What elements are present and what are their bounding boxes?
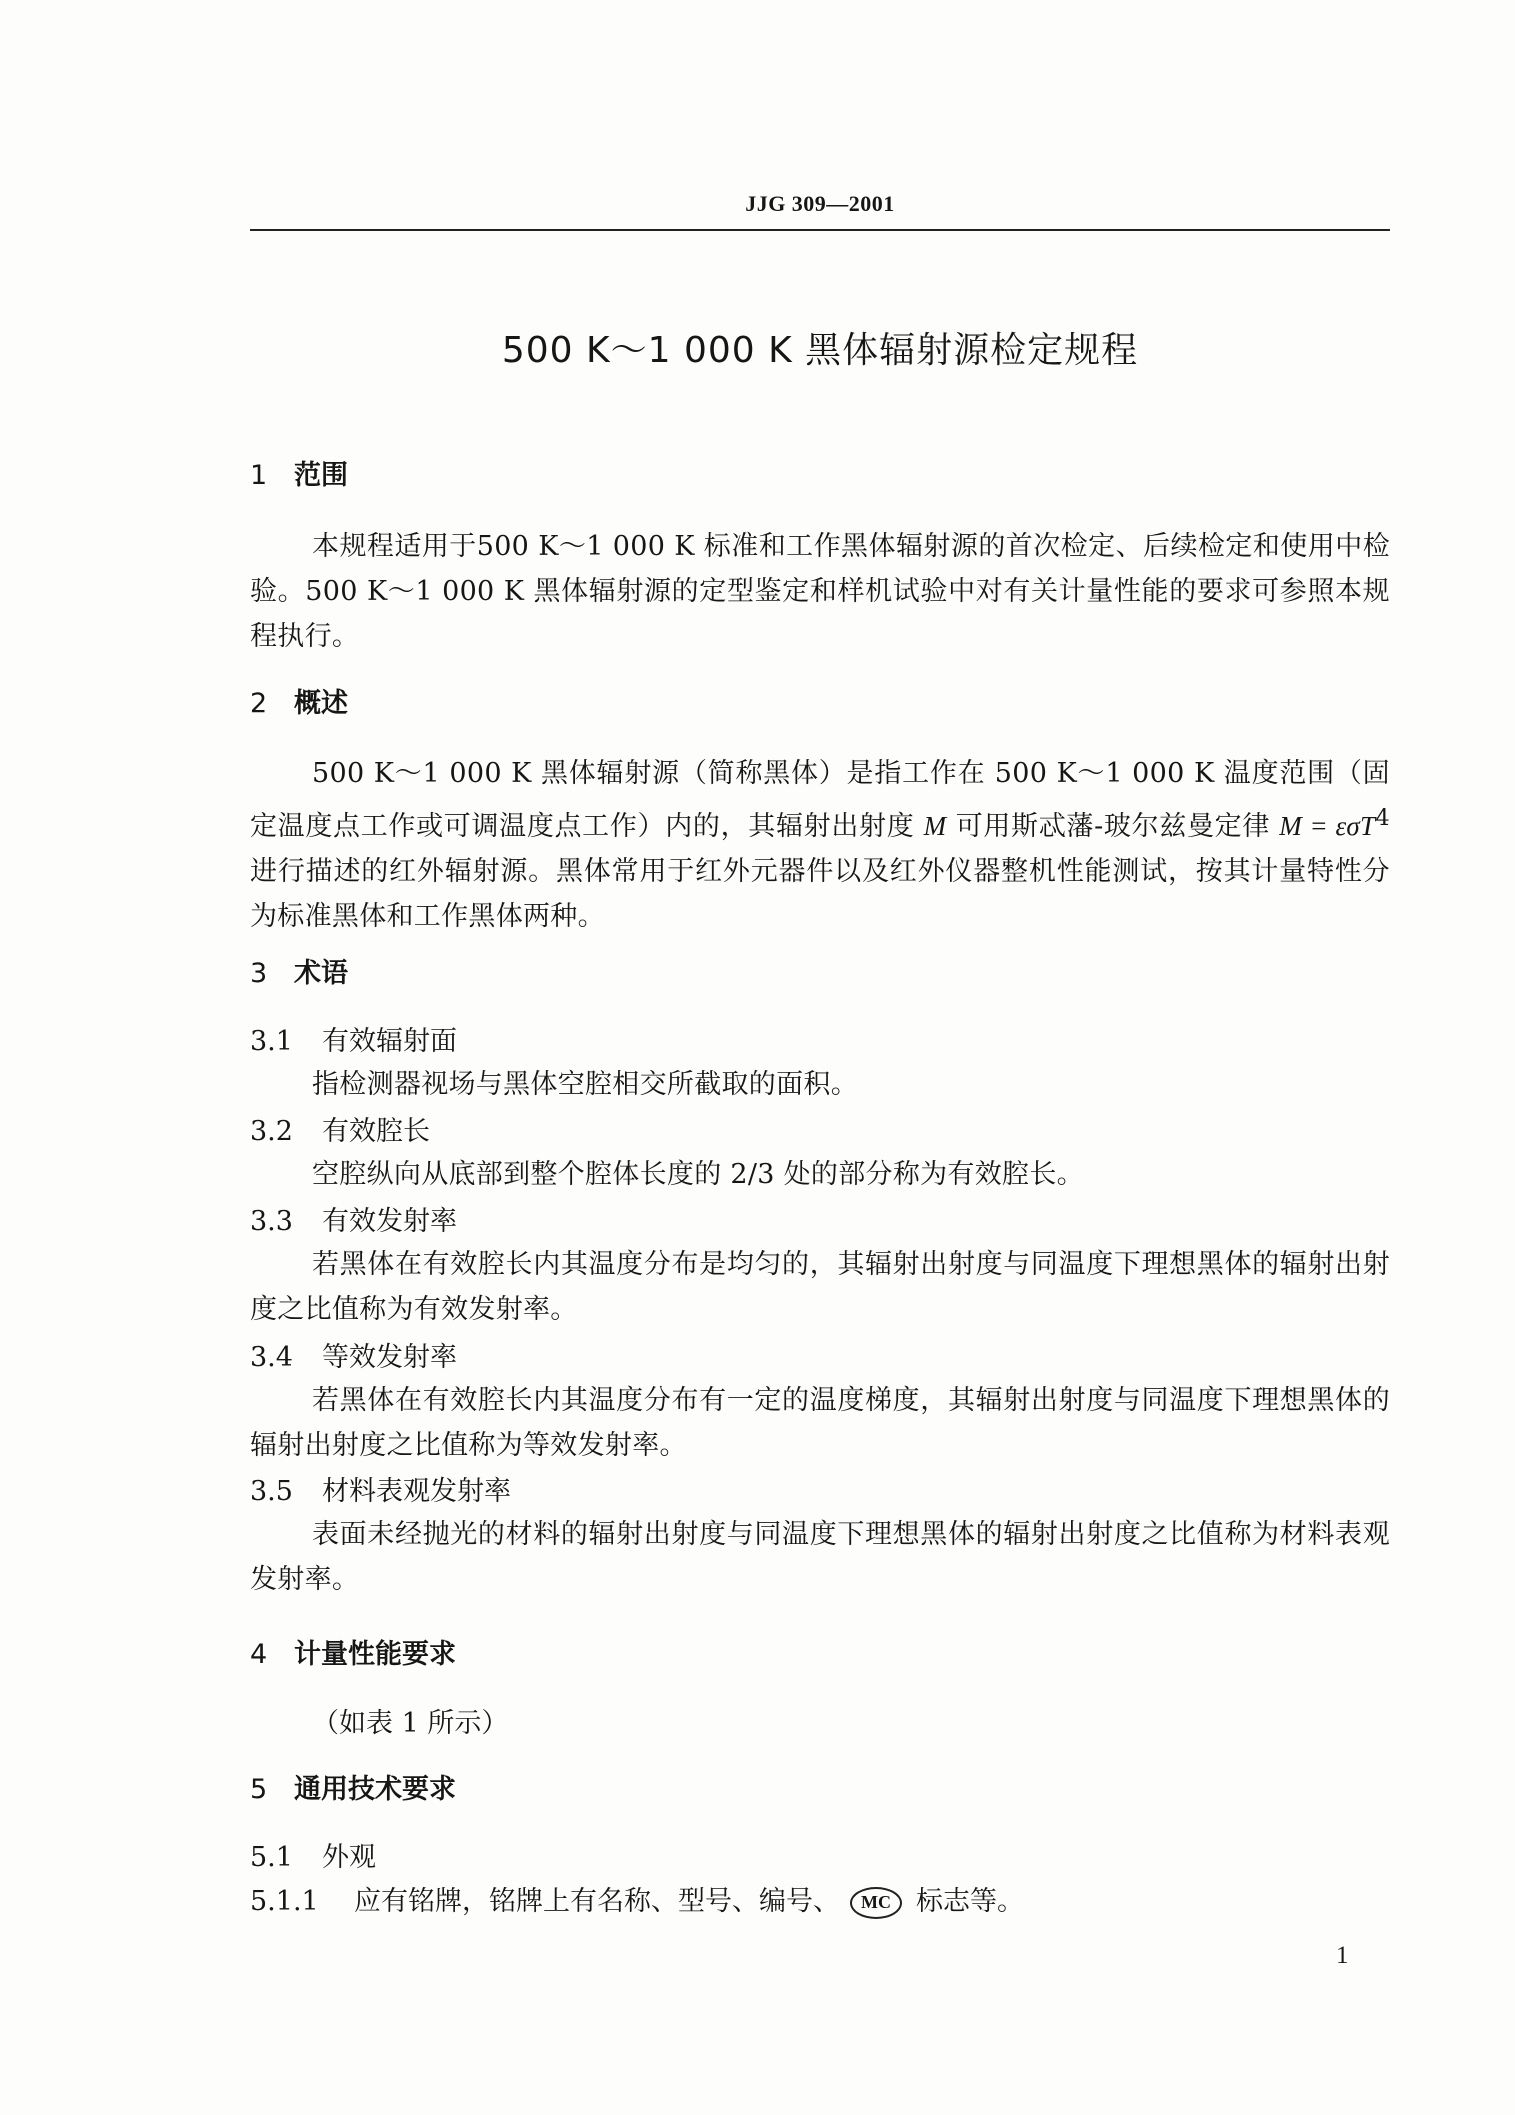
page-number: 1 — [1336, 1942, 1349, 1969]
section-number: 5 — [250, 1774, 268, 1805]
term-name: 等效发射率 — [322, 1342, 457, 1373]
document-title: 500 K～1 000 K 黑体辐射源检定规程 — [501, 330, 1139, 371]
section-4-heading — [250, 1635, 1390, 1675]
term-3-3 — [250, 1202, 1390, 1332]
section-5 — [250, 1770, 1390, 1810]
term-number: 3.4 — [250, 1342, 293, 1373]
term-3-5 — [250, 1472, 1390, 1602]
term-heading — [250, 1338, 1390, 1378]
para-text: 进行描述的红外辐射源。黑体常用于红外元器件以及红外仪器整机性能测试，按其计量特性分为标准黑体和工作黑体两种。 — [250, 856, 1390, 932]
section-1-body — [250, 524, 1390, 659]
section-5-heading — [250, 1770, 1390, 1810]
subsection-heading — [250, 1838, 1390, 1878]
section-2 — [250, 684, 1390, 724]
section-1-heading — [250, 456, 1390, 496]
section-number: 4 — [250, 1639, 268, 1670]
term-3-1 — [250, 1022, 1390, 1107]
section-3-heading — [250, 954, 1390, 994]
item-text: 应有铭牌，铭牌上有名称、型号、编号、 — [354, 1886, 840, 1917]
section-title: 概述 — [294, 688, 348, 719]
section-number: 3 — [250, 958, 268, 989]
item-line — [250, 1882, 1390, 1922]
term-number: 3.1 — [250, 1026, 293, 1057]
section-title: 术语 — [294, 958, 348, 989]
term-heading — [250, 1112, 1390, 1152]
section-1-paragraph: 本规程适用于500 K～1 000 K 标准和工作黑体辐射源的首次检定、后续检定和使用中检验。500 K～1 000 K 黑体辐射源的定型鉴定和样机试验中对有关计量性能的要求可参照本规程执行。 — [250, 531, 1390, 652]
item-text: 标志等。 — [916, 1886, 1024, 1917]
term-heading — [250, 1202, 1390, 1242]
section-title: 通用技术要求 — [294, 1774, 456, 1805]
item-number: 5.1.1 — [250, 1886, 319, 1917]
subsection-5-1 — [250, 1838, 1390, 1878]
subsection-number: 5.1 — [250, 1842, 293, 1873]
para-text: 可用斯忒藩-玻尔兹曼定律 — [955, 811, 1271, 842]
section-number: 1 — [250, 460, 268, 491]
term-definition: 表面未经抛光的材料的辐射出射度与同温度下理想黑体的辐射出射度之比值称为材料表观发射率。 — [250, 1519, 1390, 1595]
term-heading — [250, 1022, 1390, 1062]
subsection-title: 外观 — [322, 1842, 376, 1873]
section-4-body — [250, 1702, 1390, 1746]
term-3-2 — [250, 1112, 1390, 1197]
standard-code: JJG 309—2001 — [745, 191, 895, 216]
term-definition: 空腔纵向从底部到整个腔体长度的 2/3 处的部分称为有效腔长。 — [312, 1159, 1084, 1190]
section-2-heading — [250, 684, 1390, 724]
section-2-paragraph — [250, 751, 1390, 939]
formula-exponent: 4 — [1375, 805, 1390, 831]
term-3-4 — [250, 1338, 1390, 1468]
item-5-1-1 — [250, 1882, 1390, 1922]
table-reference: （如表 1 所示） — [312, 1708, 509, 1739]
section-1 — [250, 456, 1390, 496]
section-title: 范围 — [294, 460, 348, 491]
section-title: 计量性能要求 — [294, 1639, 456, 1670]
mc-mark-icon: MC — [850, 1887, 902, 1919]
term-definition: 若黑体在有效腔长内其温度分布有一定的温度梯度，其辐射出射度与同温度下理想黑体的辐射出射度之比值称为等效发射率。 — [250, 1385, 1390, 1461]
term-name: 有效辐射面 — [322, 1026, 457, 1057]
term-number: 3.5 — [250, 1476, 293, 1507]
para-text: 500 K～1 000 K 黑体辐射源（简称黑体）是指工作在 500 K～1 000 K 温度范围（固定温度点工作或可调温度点工作）内的，其辐射出射度 — [250, 758, 1390, 842]
term-name: 有效腔长 — [322, 1116, 430, 1147]
section-3 — [250, 954, 1390, 994]
section-number: 2 — [250, 688, 268, 719]
section-4 — [250, 1635, 1390, 1675]
term-definition: 指检测器视场与黑体空腔相交所截取的面积。 — [312, 1069, 858, 1100]
term-number: 3.2 — [250, 1116, 293, 1147]
header-divider — [250, 229, 1390, 231]
section-2-body — [250, 751, 1390, 939]
term-definition: 若黑体在有效腔长内其温度分布是均匀的，其辐射出射度与同温度下理想黑体的辐射出射度之比值称为有效发射率。 — [250, 1249, 1390, 1325]
symbol-m: M — [923, 811, 947, 841]
term-name: 有效发射率 — [322, 1206, 457, 1237]
term-name: 材料表观发射率 — [322, 1476, 511, 1507]
term-number: 3.3 — [250, 1206, 293, 1237]
term-heading — [250, 1472, 1390, 1512]
stefan-boltzmann-formula: M = εσT — [1279, 811, 1376, 841]
